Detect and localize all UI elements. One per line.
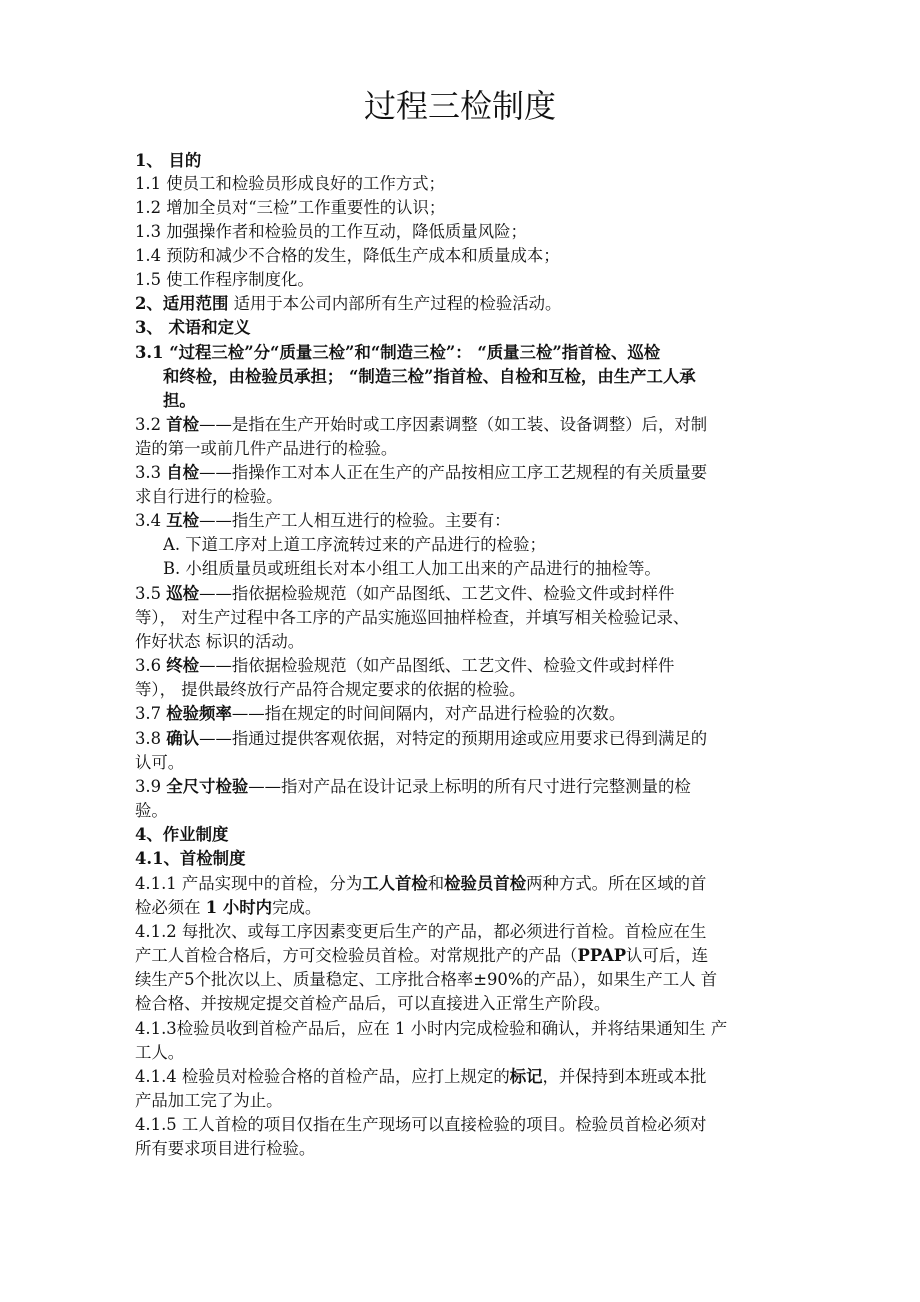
text-line <box>135 630 795 653</box>
bold-text-segment: 担。 <box>163 391 196 410</box>
document-title: 过程三检制度 <box>363 87 556 125</box>
bold-text-segment: 工人首检 <box>362 874 428 893</box>
text-line <box>135 872 795 895</box>
bold-text-segment: 确认 <box>166 729 200 748</box>
bold-text-segment: 和终检，由检验员承担； “制造三检”指首检、自检和互检，由生产工人承 <box>163 367 696 386</box>
text-line <box>135 341 795 364</box>
text-line <box>163 389 823 412</box>
text-line <box>135 1113 795 1136</box>
text-line <box>135 702 795 725</box>
text-line <box>163 533 823 556</box>
text-segment: 3.8 <box>135 729 167 748</box>
text-segment: B. 小组质量员或班组长对本小组工人加工出来的产品进行的抽检等。 <box>163 559 661 578</box>
text-line <box>135 292 795 315</box>
text-segment: 3.6 <box>135 656 167 675</box>
text-line <box>135 220 795 243</box>
text-segment: 认可。 <box>135 753 185 772</box>
text-line <box>135 992 795 1015</box>
text-line <box>135 1089 795 1112</box>
text-line <box>135 437 795 460</box>
bold-text-segment: 自检 <box>166 463 200 482</box>
text-segment: 和 <box>427 874 445 893</box>
text-segment: 检合格、并按规定提交首检产品后，可以直接进入正常生产阶段。 <box>135 994 611 1013</box>
text-segment: 3.3 <box>135 463 167 482</box>
bold-text-segment: 全尺寸检验 <box>166 777 249 796</box>
text-segment: 等）， 对生产过程中各工序的产品实施巡回抽样检查，并填写相关检验记录、 <box>135 608 690 627</box>
text-segment: 两种方式。所在区域的首 <box>526 874 707 893</box>
text-segment: ——是指在生产开始时或工序因素调整（如工装、设备调整）后，对制 <box>199 415 708 434</box>
bold-text-segment: 1、 目的 <box>135 151 202 170</box>
text-segment: 3.2 <box>135 415 167 434</box>
text-segment: 4.1.1 产品实现中的首检，分为 <box>135 874 363 893</box>
text-segment: 4.1.4 检验员对检验合格的首检产品，应打上规定的 <box>135 1067 510 1086</box>
text-segment: 造的第一或前几件产品进行的检验。 <box>135 439 398 458</box>
bold-text-segment: 首检 <box>166 415 200 434</box>
bold-text-segment: 2、适用范围 <box>135 294 229 313</box>
text-segment: 3.5 <box>135 584 167 603</box>
text-segment: 3.7 <box>135 704 167 723</box>
text-segment: 1.2 增加全员对“三检”工作重要性的认识； <box>135 198 446 217</box>
text-line <box>135 413 795 436</box>
bold-text-segment: 3.1 “过程三检”分“质量三检”和“制造三检”： “质量三检”指首检、巡检 <box>135 343 661 362</box>
text-segment: 适用于本公司内部所有生产过程的检验活动。 <box>228 294 562 313</box>
text-line <box>135 1065 795 1088</box>
text-line <box>135 268 795 291</box>
text-segment: 1.1 使员工和检验员形成良好的工作方式； <box>135 174 445 193</box>
text-segment: 3.4 <box>135 511 167 530</box>
text-line <box>163 557 823 580</box>
text-line <box>135 727 795 750</box>
text-segment: 求自行进行的检验。 <box>135 487 283 506</box>
text-segment: 完成。 <box>272 898 322 917</box>
text-line <box>135 509 795 532</box>
bold-text-segment: 标记 <box>509 1067 543 1086</box>
text-line <box>135 606 795 629</box>
text-segment: ——指操作工对本人正在生产的产品按相应工序工艺规程的有关质量要 <box>199 463 708 482</box>
text-line <box>135 172 795 195</box>
text-segment: 所有要求项目进行检验。 <box>135 1139 316 1158</box>
text-line <box>135 485 795 508</box>
bold-text-segment: 巡检 <box>166 584 200 603</box>
text-line <box>135 847 795 870</box>
text-segment: ——指通过提供客观依据，对特定的预期用途或应用要求已得到满足的 <box>199 729 708 748</box>
text-segment: ——指在规定的时间间隔内，对产品进行检验的次数。 <box>231 704 626 723</box>
bold-text-segment: 检验频率 <box>166 704 232 723</box>
text-segment: 续生产5个批次以上、质量稳定、工序批合格率±90%的产品），如果生产工人 首 <box>135 970 718 989</box>
text-segment: 4.1.2 每批次、或每工序因素变更后生产的产品，都必须进行首检。首检应在生 <box>135 922 707 941</box>
text-line <box>135 244 795 267</box>
bold-text-segment: 终检 <box>166 656 200 675</box>
bold-text-segment: 3、 术语和定义 <box>135 318 251 337</box>
text-segment: 4.1.5 工人首检的项目仅指在生产现场可以直接检验的项目。检验员首检必须对 <box>135 1115 707 1134</box>
text-line <box>135 678 795 701</box>
text-segment: 产品加工完了为止。 <box>135 1091 283 1110</box>
text-line <box>163 365 823 388</box>
bold-text-segment: 4、作业制度 <box>135 825 229 844</box>
text-segment: ——指依据检验规范（如产品图纸、工艺文件、检验文件或封样件 <box>199 656 675 675</box>
text-line <box>135 316 795 339</box>
text-segment: 检必须在 <box>135 898 206 917</box>
text-segment: 1.4 预防和减少不合格的发生，降低生产成本和质量成本； <box>135 246 560 265</box>
text-segment: 产工人首检合格后，方可交检验员首检。对常规批产的产品（ <box>135 946 578 965</box>
text-line <box>135 968 795 991</box>
bold-text-segment: 检验员首检 <box>444 874 527 893</box>
text-segment: ——指生产工人相互进行的检验。主要有： <box>199 511 511 530</box>
text-line <box>135 751 795 774</box>
text-line <box>135 196 795 219</box>
text-segment: 3.9 <box>135 777 167 796</box>
text-line <box>135 799 795 822</box>
text-segment: A. 下道工序对上道工序流转过来的产品进行的检验； <box>163 535 546 554</box>
text-segment: ，并保持到本班或本批 <box>542 1067 707 1086</box>
text-line <box>135 823 795 846</box>
text-segment: 等）， 提供最终放行产品符合规定要求的依据的检验。 <box>135 680 526 699</box>
text-line <box>135 920 795 943</box>
text-segment: ——指对产品在设计记录上标明的所有尺寸进行完整测量的检 <box>248 777 691 796</box>
bold-text-segment: 互检 <box>166 511 200 530</box>
text-line <box>135 582 795 605</box>
text-line <box>135 1041 795 1064</box>
bold-text-segment: 4.1、首检制度 <box>135 849 246 868</box>
text-line <box>135 149 795 172</box>
text-line <box>135 1137 795 1160</box>
text-segment: 认可后，连 <box>626 946 708 965</box>
text-line <box>135 461 795 484</box>
text-segment: 工人。 <box>135 1043 185 1062</box>
bold-text-segment: 1 小时内 <box>205 898 273 917</box>
text-line <box>135 654 795 677</box>
text-segment: 验。 <box>135 801 168 820</box>
text-segment: 作好状态 标识的活动。 <box>135 632 305 651</box>
text-line <box>135 896 795 919</box>
text-line <box>135 775 795 798</box>
text-segment: ——指依据检验规范（如产品图纸、工艺文件、检验文件或封样件 <box>199 584 675 603</box>
text-segment: 1.5 使工作程序制度化。 <box>135 270 314 289</box>
text-line <box>135 1017 795 1040</box>
text-line <box>135 944 795 967</box>
bold-text-segment: PPAP <box>577 946 627 965</box>
text-segment: 4.1.3检验员收到首检产品后，应在 1 小时内完成检验和确认，并将结果通知生 产 <box>135 1019 728 1038</box>
text-segment: 1.3 加强操作者和检验员的工作互动，降低质量风险； <box>135 222 527 241</box>
